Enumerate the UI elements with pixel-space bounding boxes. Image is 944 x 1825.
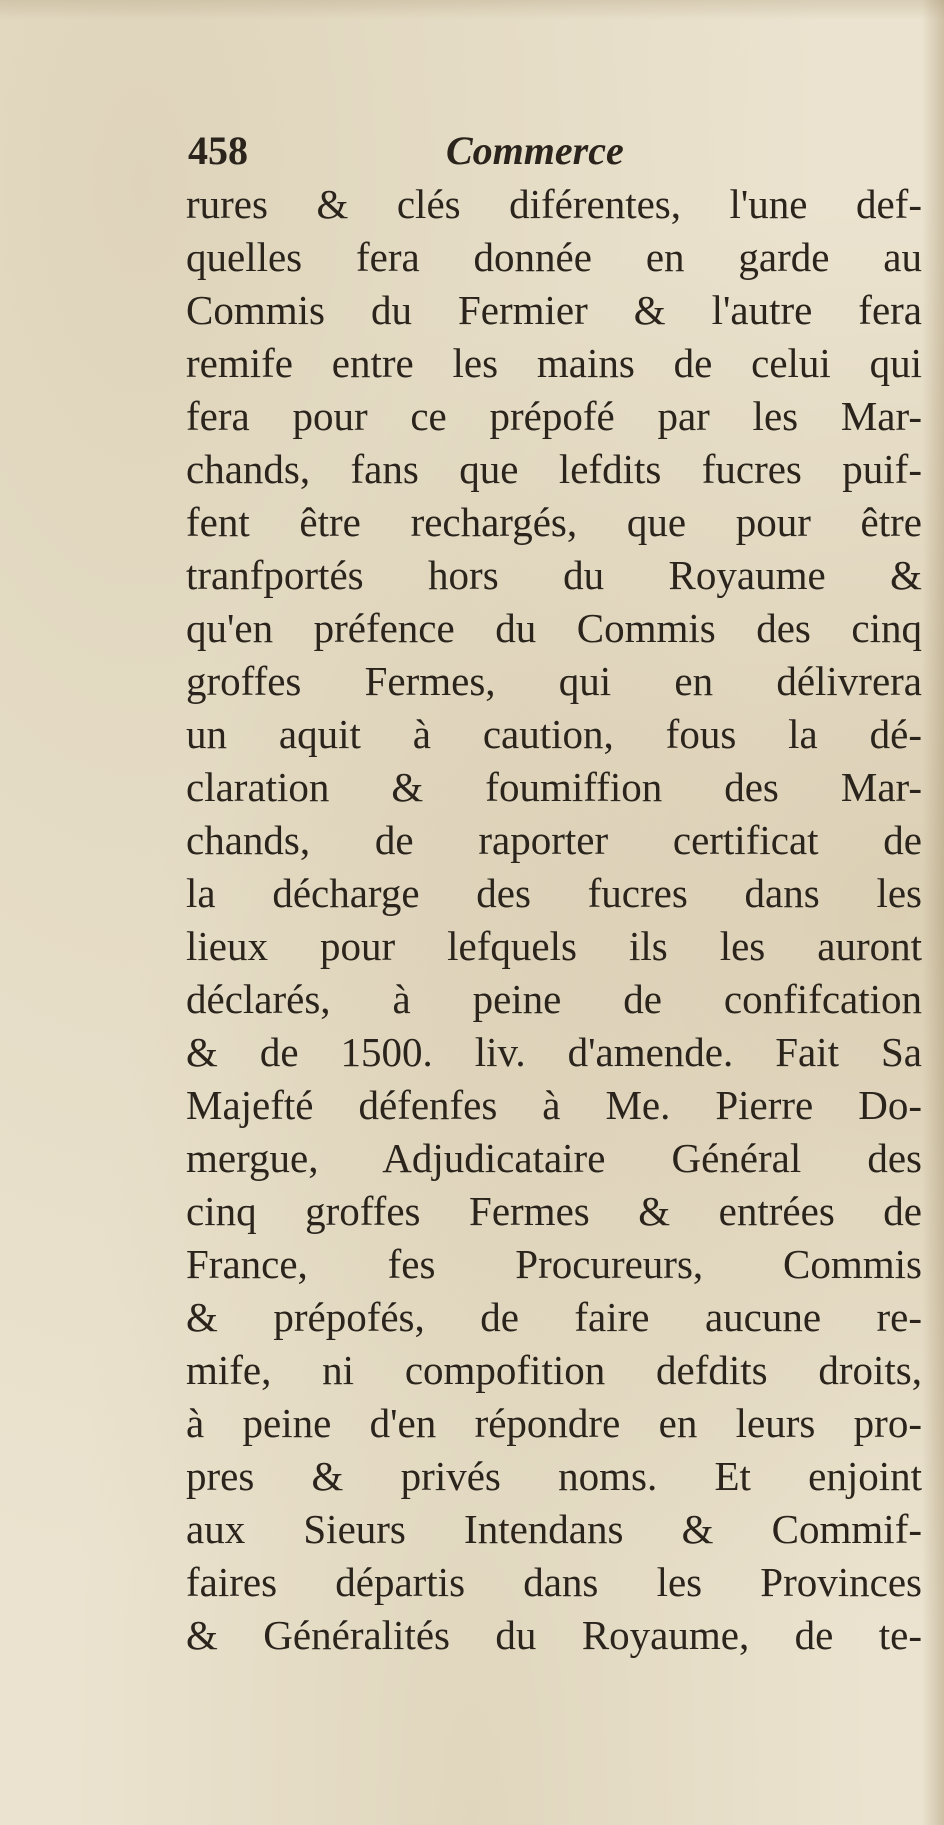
text-line: faires départis dans les Provinces bbox=[186, 1559, 922, 1605]
text-line: pres & privés noms. Et enjoint bbox=[186, 1453, 922, 1499]
text-line: Commis du Fermier & l'autre fera bbox=[186, 287, 922, 333]
text-line: mife, ni compofition defdits droits, bbox=[186, 1347, 922, 1393]
body-text bbox=[186, 178, 922, 1662]
text-line: & prépofés, de faire aucune re- bbox=[186, 1294, 922, 1340]
text-line: Majefté défenfes à Me. Pierre Do- bbox=[186, 1082, 922, 1128]
text-line: rures & clés diférentes, l'une def- bbox=[186, 181, 922, 227]
text-line: claration & foumiffion des Mar- bbox=[186, 764, 922, 810]
text-line: quelles fera donnée en garde au bbox=[186, 234, 922, 280]
text-line: & de 1500. liv. d'amende. Fait Sa bbox=[186, 1029, 922, 1075]
text-line: fent être rechargés, que pour être bbox=[186, 499, 922, 545]
text-line: remife entre les mains de celui qui bbox=[186, 340, 922, 386]
text-line: à peine d'en répondre en leurs pro- bbox=[186, 1400, 922, 1446]
text-line: fera pour ce prépofé par les Mar- bbox=[186, 393, 922, 439]
text-line: France, fes Procureurs, Commis bbox=[186, 1241, 922, 1287]
text-line: groffes Fermes, qui en délivrera bbox=[186, 658, 922, 704]
text-line: déclarés, à peine de confifcation bbox=[186, 976, 922, 1022]
page-header bbox=[188, 126, 748, 176]
text-line: chands, fans que lefdits fucres puif- bbox=[186, 446, 922, 492]
text-line: qu'en préfence du Commis des cinq bbox=[186, 605, 922, 651]
text-line: mergue, Adjudicataire Général des bbox=[186, 1135, 922, 1181]
text-line: chands, de raporter certificat de bbox=[186, 817, 922, 863]
text-line: aux Sieurs Intendans & Commif- bbox=[186, 1506, 922, 1552]
text-line: un aquit à caution, fous la dé- bbox=[186, 711, 922, 757]
page-number: 458 bbox=[188, 128, 248, 173]
running-head: Commerce bbox=[446, 128, 624, 173]
text-line: cinq groffes Fermes & entrées de bbox=[186, 1188, 922, 1234]
text-line: la décharge des fucres dans les bbox=[186, 870, 922, 916]
text-line: tranfportés hors du Royaume & bbox=[186, 552, 922, 598]
text-line: & Généralités du Royaume, de te- bbox=[186, 1612, 922, 1658]
text-line: lieux pour lefquels ils les auront bbox=[186, 923, 922, 969]
